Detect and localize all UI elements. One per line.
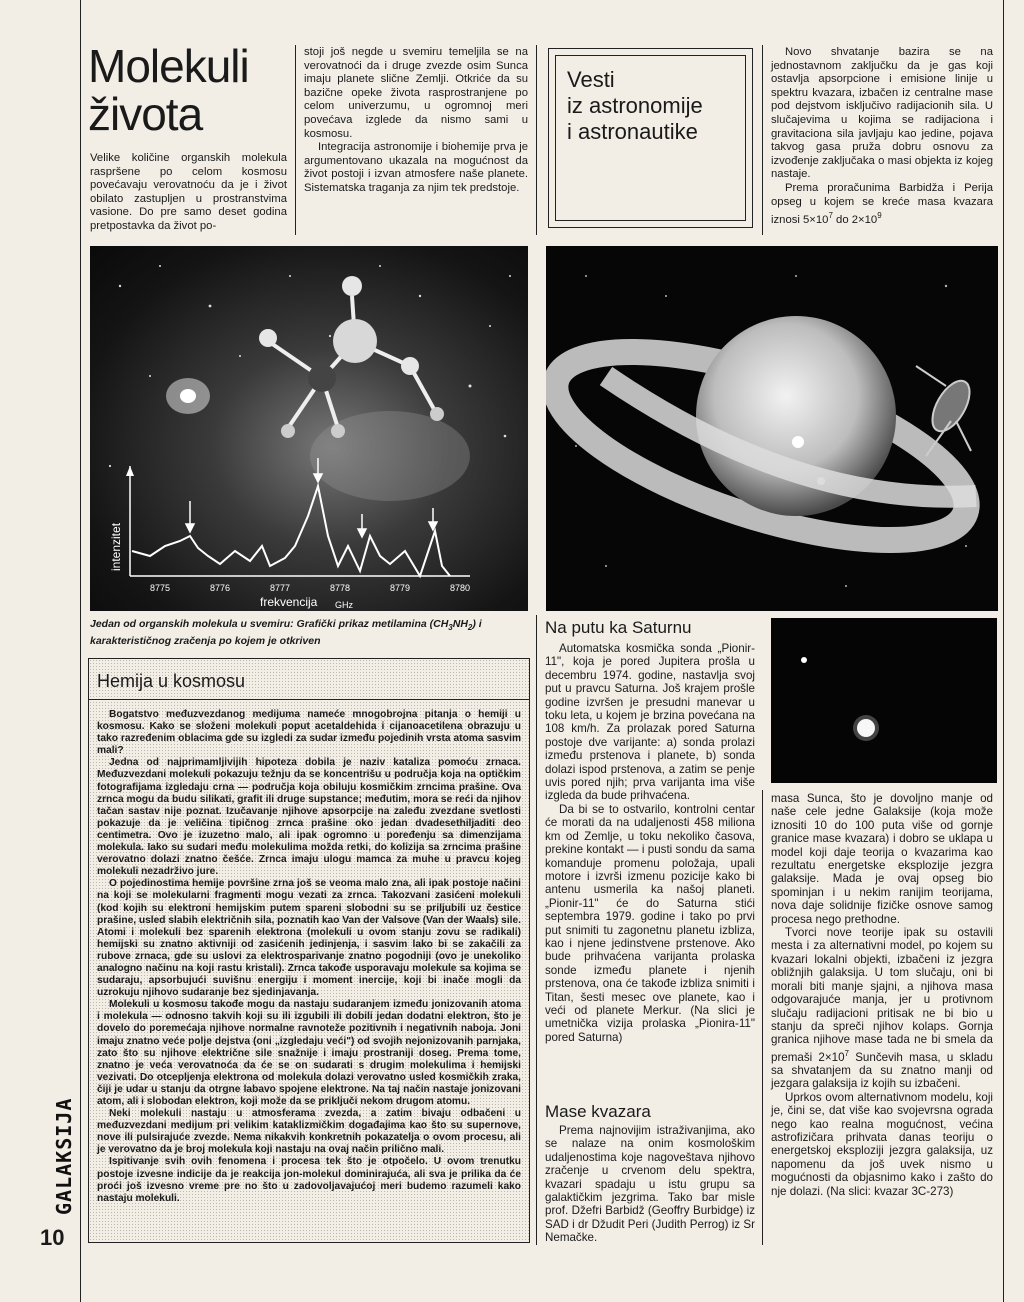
- column-rule: [295, 45, 296, 235]
- section-title: [567, 67, 703, 145]
- quasar-paragraph: Tvorci nove teorije ipak su ostavili mesta i za alternativni model, po kojem su kvazari lokalni objekti, izbačeni iz jezgra obližnjih galaksija. U tom slučaju, oni bi morali biti manje sjajni, a njihova masa odgovarajuće manja, jer u protivnom slučaju radijacioni pritisak ne bi bio u stanju da spreči njihov kolaps. Gornja granica njihove mase tada ne bi smela da premaši $2\times 10^7$ Sunčevih masa, u skladu sa shvatanjem da su znatno manji od jezgara galaksija iz kojih su izbačeni.: [771, 926, 993, 1091]
- quasar-column-top: [771, 46, 993, 227]
- spectrum-xlabel: frekvencija: [260, 595, 318, 609]
- title-line: života: [88, 88, 203, 140]
- box-paragraph: Neki molekuli nastaju u atmosferama zvezda, a zatim bivaju odbačeni u međuzvezdani medijum pri velikim kataklizmičkim događajima kao što su supernove, nove ili pulsirajuće zvezde. Nema nikakvih konkretnih pokazatelja o ovom procesu, ali je verovatno da je broj molekula koji nastaju na ovaj način prilično mali.: [97, 1108, 521, 1156]
- box-paragraph: Jedna od najprimamljivijih hipoteza dobila je naziv kataliza pomoću zrnaca. Međuzvezdani molekuli pokazuju težnju da se koncentrišu u područja koja na optičkim fotografijama izgledaju crna — područja koja obiluju kosmičkim zrncima prašine. Ova zrnca mogu da budu silikati, grafit ili druge supstance; međutim, mora se reći da njihov tačan sastav nije poznat. Izučavanje njihove apsorpcije na zaleđu zvezdane svetlosti pokazuje da je veličina tipičnog zrnca prašine oko jedan dvadesethiljaditi deo centimetra. Ovo je izuzetno malo, ali ipak ogromno u poređenju sa dimenzijama molekula. Iako su sudari među molekulima možda retki, do kolizija sa zrncima prašine verovatno dolazi znatno češće. Zrnca imaju ulogu mamca za muhe u pravcu kojeg molekuli nezadrživo jure.: [97, 757, 521, 878]
- box-paragraph: Bogatstvo međuzvezdanog medijuma nameće mnogobrojna pitanja o hemiji u kosmosu. Kako se složeni molekuli poput acetaldehida i cijanoacetilena obrazuju u tako razređenim oblacima gde su izgledi za sudar između pojedinih vrsta atoma sasvim mali?: [97, 709, 521, 757]
- molecule-spectrum-graphic: [90, 246, 528, 611]
- quasar-column-right: [771, 792, 993, 1198]
- spectrum-tick-label: 8777: [270, 583, 291, 593]
- quasar-paragraph: Prema najnovijim istraživanjima, ako se nalaze na onim kosmološkim udaljenostima koje nagoveštava njihovo zračenje u crvenom delu spektra, kvazari spadaju u istu grupu sa galaktičkim jezgrima. Tako bar misle prof. Džefri Barbidž (Geoffry Burbidge) iz SAD i dr Džudit Peri (Judith Perrog) iz Sr Nemačke.: [545, 1124, 755, 1245]
- section-header-box: [548, 48, 753, 228]
- column-rule: [536, 45, 537, 235]
- column-rule: [536, 615, 537, 1245]
- right-margin-rule: [1003, 0, 1004, 1302]
- box-divider: [89, 699, 529, 700]
- spectrum-xunit: GHz: [335, 600, 353, 610]
- article-title: [88, 42, 249, 138]
- molecule-photo: [90, 246, 528, 611]
- quasar-photo: [771, 618, 997, 783]
- magazine-logo: GALAKSIJA: [52, 1097, 76, 1215]
- box-paragraph: Molekuli u kosmosu takođe mogu da nastaju sudaranjem između jonizovanih atoma i molekula — odnosno takvih koji su ili izgubili ili dobili jedan dodatni elektron, što je dovelo do poremećaja njihove normalne ravnoteže pozitivnih i negativnih naboja. Joni imaju znatno veće polje dejstva (oni „izgledaju veći") od svojih nejonizovanih parnjaka, zato što su njihove električne sile snažnije i imaju prostraniji doseg. Prema tome, znatno je veća verovatnoća da će se on sudarati s drugim molekulima i hemijski vezivati. Do otcepljenja elektrona od molekula dolazi verovatno usled kosmičkih zraka, čiji je udar u stanju da otrgne labavo spojene elektrone. Na taj način nastaje jonizovani atom, ali i slobodan elektron, koji može da se priključi nekom drugom atomu.: [97, 999, 521, 1107]
- spectrum-tick-label: 8775: [150, 583, 171, 593]
- left-margin-rule: [80, 0, 81, 1302]
- spectrum-ylabel: intenzitet: [109, 522, 123, 571]
- sidebar-box: [88, 658, 530, 1243]
- quasar-paragraph: Prema proračunima Barbidža i Perija opseg u kojem se kreće masa kvazara iznosi $5\times 10^7$ do $2\times 10^9$: [771, 181, 993, 226]
- box-paragraph: O pojedinostima hemije površine zrna još se veoma malo zna, ali ipak postoje načini na koji se molekularni fragmenti mogu vezati za zrnca. Takozvani zasićeni molekuli (kod kojih su elektroni hemijskim putem spareni slobodni su se priljubili uz čestice prašine, usled slabih električnih sila, poznatih kao Van der Valsove (Van der Waals) sile. Atomi i molekuli bez sparenih elektrona (molekuli u ovom stanju zovu se radikali) hemijski su znatno aktivniji od zasićenih jedinjenja, i sasvim lako bi se zakačili za rubove zrnaca, gde su uslovi za elektrosparivanje znatno pogodniji (ovo je unekoliko analogno načinu na koji rastu kristali). Zrnca takođe usporavaju molekule sa kojima se sudaraju, apsorbujući suvišnu energiju i moment inercije, koji bi inače mogli da uzrokuju njihovo sudaranje bez sjedinjavanja.: [97, 878, 521, 999]
- box-body: [97, 709, 521, 1205]
- intro-paragraph: Integracija astronomije i biohemije prva je argumentovano ukazala na mogućnost da život postoji i izvan atmosfere naše planete. Sistematska traganja za njim tek predstoje.: [304, 141, 528, 194]
- saturn-paragraph: Da bi se to ostvarilo, kontrolni centar će morati da na udaljenosti 458 miliona km od Zemlje, u toku nekoliko časova, prekine kontakt — i pusti sondu da sama komanduje promenu položaja, upali motore i izvrši izmenu pozicije kako bi antenu usmerila ka našoj planeti. „Pionir-11" će do Saturna stići septembra 1979. godine i tako po prvi put snimiti tu zagonetnu planetu izbliza, kao i njene jedinstvene prstenove. Ako bude prihvaćena varijanta prolaska sonde između planete i njenih prstenova, ona će takođe izbliza snimiti i Titan, šesti mesec ove planete, kao i veći od planete Merkur. (Na slici je umetnička vizija prolaska „Pionira-11" pored Saturna): [545, 802, 755, 1044]
- saturn-photo: [546, 246, 998, 611]
- quasar-paragraph: Uprkos ovom alternativnom modelu, koji je, čini se, dat više kao svojevrsna ograda nego kao realna mogućnost, većina astrofizičara prihvata danas teoriju o energetskoj eksploziji jezgra galaksija, uz napomenu da još uvek nismo u mogućnosti da objasnimo kako i zašto do nje dolazi. (Na slici: kvazar 3C-273): [771, 1090, 993, 1198]
- intro-paragraph: Velike količine organskih molekula raspršene po celom kosmosu povećavaju verovatnoću da je i život obilato zastupljen u prostranstvima vasione. Do pre samo deset godina pretpostavka da život po-: [90, 152, 287, 232]
- saturn-illustration: [546, 246, 998, 611]
- saturn-paragraph: Automatska kosmička sonda „Pionir-11", koja je pored Jupitera prošla u decembru 1974. godine, nastavlja svoj put u pravcu Saturna. Još krajem prošle godine izvršen je presudni manevar u toku leta, u kojem je brzina povećana na 108 km/h. Za prolazak pored Saturna postoje dve varijante: a) sonda prolazi između prstenova i planete, b) sonda dolazi ispod prstenova, a zatim se penje uvis pored njih; prva varijanta ima više izgleda da bude prihvaćena.: [545, 642, 755, 803]
- section-title-line: iz astronomije: [567, 93, 703, 118]
- article-heading: Na putu ka Saturnu: [545, 618, 692, 637]
- spectrum-tick-label: 8778: [330, 583, 351, 593]
- quasar-image: [771, 618, 997, 783]
- saturn-article-body: [545, 642, 755, 1044]
- page-number: 10: [40, 1225, 65, 1250]
- spectrum-tick-label: 8779: [390, 583, 411, 593]
- spectrum-ticks: [150, 583, 470, 593]
- intro-column-2: [304, 46, 528, 196]
- section-title-line: Vesti: [567, 67, 615, 92]
- article-heading: Mase kvazara: [545, 1102, 651, 1121]
- intro-paragraph: stoji još negde u svemiru temeljila se na verovatnoći da i druge zvezde osim Sunca imaju planete slične Zemlji. Otkriće da su bazične opeke života rasprostranjene po celom univerzumu, u ogromnoj meri povećava izglede da nismo sami u kosmosu.: [304, 46, 528, 140]
- quasar-paragraph: Novo shvatanje bazira se na jednostavnom zaključku da je gas koji ostavlja apsorpcione i emisione linije u spektru kvazara, izbačen iz centralne mase pod dejstvom isključivo radijacionih sila. U slučajevima u kojima se radijaciona i gravitaciona sila javljaju kao jedine, pojava takvog gasa pruža dobru osnovu za izvođenje zaključaka o masi objekta iz kojeg nastaje.: [771, 46, 993, 181]
- quasar-article-body: [545, 1124, 755, 1245]
- molecule-caption: Jedan od organskih molekula u svemiru: Grafički prikaz metilamina $(CH_3NH_2)$ i karakterističnog zračenja po kojem je otkriven: [90, 618, 482, 647]
- column-rule: [762, 790, 763, 1245]
- box-title: Hemija u kosmosu: [97, 671, 246, 691]
- title-line: Molekuli: [88, 40, 249, 92]
- intro-column-1: [90, 152, 287, 234]
- quasar-paragraph: masa Sunca, što je dovoljno manje od naše cele jedne Galaksije (koja može iznositi 10 do 100 puta više od gornje granice mase kvazara) i dobro se uklapa u model koji daje teorija o kvazarima kao rezultatu energetske eksplozije jezgra galaksije. Mada je ovaj opseg bio spominjan i u nekim ranijim teorijama, nova daje solidnije fizičke osnove samog procesa nego prethodne.: [771, 792, 993, 926]
- spectrum-tick-label: 8780: [450, 583, 471, 593]
- column-rule: [762, 45, 763, 235]
- box-paragraph: Ispitivanje svih ovih fenomena i procesa tek što je otpočelo. U ovom trenutku postoje izvesne indicije da je reakcija jon-molekul dominirajuća, ali sva je prilika da će proći još izvesno vreme pre no što u zadovoljavajućoj meri budemo razumeli kako nastaju molekuli.: [97, 1156, 521, 1204]
- spectrum-tick-label: 8776: [210, 583, 231, 593]
- section-title-line: i astronautike: [567, 119, 698, 144]
